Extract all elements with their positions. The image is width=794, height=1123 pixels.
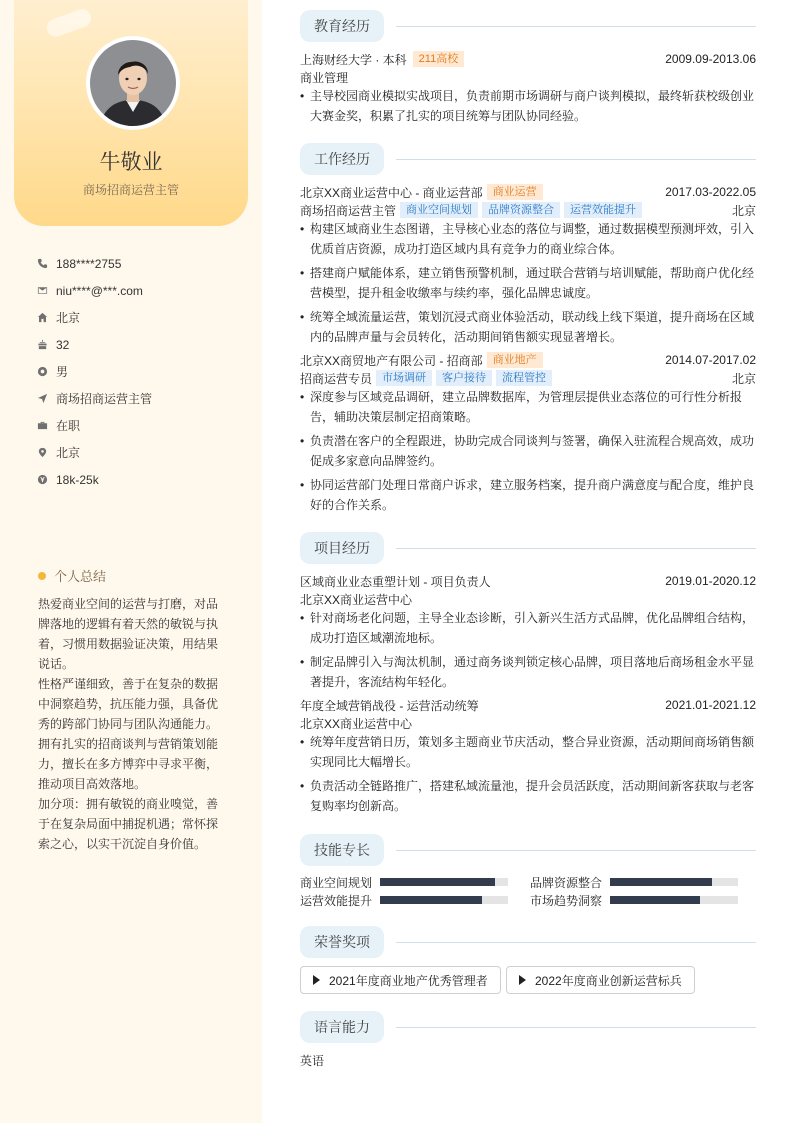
section-heading-education: [300, 10, 756, 42]
project-period: 2021.01-2021.12: [665, 698, 756, 712]
skill-bar-fill: [380, 878, 495, 886]
section-divider: [396, 548, 756, 549]
award-text: 2021年度商业地产优秀管理者: [329, 973, 488, 988]
job-industry-tag: 商业运营: [487, 184, 543, 200]
project-bullet: • 针对商场老化问题，主导全业态诊断，引入新兴生活方式品牌，优化品牌组合结构，成功打造区域潮流地标。: [300, 608, 756, 648]
section-divider: [396, 1027, 756, 1028]
contact-text: 32: [56, 337, 70, 352]
job-company: 北京XX商贸地产有限公司 - 招商部: [300, 353, 483, 368]
section-heading-work: [300, 143, 756, 175]
project-org: 北京XX商业运营中心: [300, 592, 413, 607]
phone-icon: [36, 258, 48, 270]
project-period: 2019.01-2020.12: [665, 574, 756, 588]
send-icon: [36, 393, 48, 405]
contact-list: [36, 250, 236, 493]
decorative-blob: [44, 7, 93, 40]
award-item: [300, 966, 501, 994]
language-item: 英语: [300, 1053, 325, 1068]
section-divider: [396, 159, 756, 160]
skill-bar-fill: [610, 896, 700, 904]
job-city: 北京: [731, 203, 756, 218]
project-org-row: [300, 714, 756, 732]
contact-text: 北京: [56, 311, 81, 325]
award-item: [506, 966, 695, 994]
section-title: 荣誉奖项: [300, 926, 384, 958]
skill-name: 商业空间规划: [300, 875, 373, 890]
job-bullet: • 搭建商户赋能体系，建立销售预警机制，通过联合营销与培训赋能，帮助商户优化经营模型，提升租金收缴率与续约率，强化品牌忠诚度。: [300, 263, 756, 303]
project-name: 区域商业业态重塑计划 - 项目负责人: [300, 574, 491, 589]
avatar: [86, 36, 180, 130]
sidebar: [0, 0, 262, 1123]
job-bullet: • 协同运营部门处理日常商户诉求，建立服务档案，提升商户满意度与配合度，维护良好的合作关系。: [300, 475, 756, 515]
skill-item: [300, 891, 508, 909]
job-bullet: • 构建区域商业生态图谱，主导核心业态的落位与调整，通过数据模型预测坪效，引入优质首店资源，成功打造区域内具有竞争力的商业综合体。: [300, 219, 756, 259]
project-org: 北京XX商业运营中心: [300, 716, 413, 731]
contact-text: 男: [56, 365, 69, 379]
contact-text: 北京: [56, 446, 81, 460]
section-heading-skills: [300, 834, 756, 866]
summary-text: [38, 594, 220, 854]
summary-paragraph: 加分项：拥有敏锐的商业嗅觉，善于在复杂局面中捕捉机遇；常怀探索之心，以实干沉淀自身价值。: [38, 797, 219, 851]
contact-home: [36, 304, 236, 331]
contact-text: 188****2755: [56, 256, 122, 271]
job-bullet: • 深度参与区域竞品调研，建立品牌数据库，为管理层提供业态落位的可行性分析报告，辅助决策层制定招商策略。: [300, 387, 756, 427]
location-pin-icon: [36, 447, 48, 459]
candidate-name: 牛敬业: [99, 151, 163, 174]
project-name: 年度全域营销战役 - 运营活动统筹: [300, 698, 479, 713]
job-position-row: [300, 201, 756, 219]
summary-paragraph: 热爱商业空间的运营与打磨，对品牌落地的逻辑有着天然的敏锐与执着，习惯用数据验证决策，用结果说话。: [38, 597, 219, 671]
profile-header: [14, 0, 248, 226]
skill-item: [300, 873, 508, 891]
skill-bar: [380, 896, 508, 904]
project-bullet: • 负责活动全链路推广，搭建私域流量池，提升会员活跃度，活动期间新客获取与老客复购率均创新高。: [300, 776, 756, 816]
home-icon: [36, 312, 48, 324]
triangle-icon: [313, 975, 320, 985]
job-bullet: • 统筹全域流量运营，策划沉浸式商业体验活动，联动线上线下渠道，提升商场在区域内的品牌声量与会员转化，活动期间销售额实现显著增长。: [300, 307, 756, 347]
candidate-title: 商场招商运营主管: [82, 183, 179, 197]
dot-icon: [38, 572, 46, 580]
contact-text: 在职: [56, 419, 81, 433]
section-title: 技能专长: [300, 834, 384, 866]
skill-bar: [610, 896, 738, 904]
job-skill-tag: 商业空间规划: [400, 202, 478, 218]
contact-salary: [36, 466, 236, 493]
section-divider: [396, 850, 756, 851]
triangle-icon: [519, 975, 526, 985]
briefcase-icon: [36, 420, 48, 432]
job-header: [300, 351, 756, 369]
school-name: 上海财经大学 · 本科: [300, 52, 407, 67]
section-title: 教育经历: [300, 10, 384, 42]
job-period: 2014.07-2017.02: [665, 353, 756, 367]
skill-name: 品牌资源整合: [530, 875, 603, 890]
section-divider: [396, 942, 756, 943]
school-tag: 211高校: [413, 51, 465, 67]
section-divider: [396, 26, 756, 27]
job-position-row: [300, 369, 756, 387]
skill-bar-fill: [610, 878, 712, 886]
education-header: [300, 50, 756, 68]
skill-name: 市场趋势洞察: [530, 893, 603, 908]
project-bullet: • 统筹年度营销日历，策划多主题商业节庆活动，整合异业资源，活动期间商场销售额实现同比大幅增长。: [300, 732, 756, 772]
language-row: [300, 1051, 756, 1069]
skill-item: [530, 873, 738, 891]
section-title: 语言能力: [300, 1011, 384, 1043]
contact-email: [36, 277, 236, 304]
job-skill-tag: 流程管控: [496, 370, 552, 386]
job-period: 2017.03-2022.05: [665, 185, 756, 199]
project-bullet: • 制定品牌引入与淘汰机制，通过商务谈判锁定核心品牌，项目落地后商场租金水平显著提升，客流结构年轻化。: [300, 652, 756, 692]
job-company: 北京XX商业运营中心 - 商业运营部: [300, 185, 483, 200]
cake-icon: [36, 339, 48, 351]
skill-name: 运营效能提升: [300, 893, 373, 908]
contact-gender: [36, 358, 236, 385]
job-position: 招商运营专员: [300, 371, 373, 386]
contact-target-position: [36, 385, 236, 412]
contact-location: [36, 439, 236, 466]
section-heading-languages: [300, 1011, 756, 1043]
summary-heading: [38, 566, 106, 585]
job-skill-tag: 品牌资源整合: [482, 202, 560, 218]
skill-bar: [380, 878, 508, 886]
summary-title: 个人总结: [54, 569, 107, 584]
contact-text: 18k-25k: [56, 472, 99, 487]
job-skill-tag: 客户接待: [436, 370, 492, 386]
summary-paragraph: 拥有扎实的招商谈判与营销策划能力，擅长在多方博弈中寻求平衡，推动项目高效落地。: [38, 737, 219, 791]
job-skill-tag: 市场调研: [376, 370, 432, 386]
section-title: 项目经历: [300, 532, 384, 564]
salary-icon: [36, 474, 48, 486]
gender-icon: [36, 366, 48, 378]
contact-phone: [36, 250, 236, 277]
project-org-row: [300, 590, 756, 608]
summary-paragraph: 性格严谨细致，善于在复杂的数据中洞察趋势，抗压能力强，具备优秀的跨部门协同与团队沟通能力。: [38, 677, 219, 731]
contact-status: [36, 412, 236, 439]
avatar-photo: [90, 40, 176, 126]
project-header: [300, 572, 756, 590]
job-header: [300, 183, 756, 201]
education-period: 2009.09-2013.06: [665, 52, 756, 66]
job-city: 北京: [731, 371, 756, 386]
skill-bar-fill: [380, 896, 482, 904]
education-major-row: [300, 68, 756, 86]
job-bullet: • 负责潜在客户的全程跟进，协助完成合同谈判与签署，确保入驻流程合规高效，成功促成多家意向品牌签约。: [300, 431, 756, 471]
skill-item: [530, 891, 738, 909]
education-major: 商业管理: [300, 70, 349, 85]
contact-age: [36, 331, 236, 358]
job-industry-tag: 商业地产: [487, 352, 543, 368]
contact-text: niu****@***.com: [56, 283, 143, 298]
job-skill-tag: 运营效能提升: [564, 202, 642, 218]
section-title: 工作经历: [300, 143, 384, 175]
job-position: 商场招商运营主管: [300, 203, 397, 218]
project-header: [300, 696, 756, 714]
skill-bar: [610, 878, 738, 886]
section-heading-projects: [300, 532, 756, 564]
award-text: 2022年度商业创新运营标兵: [535, 973, 682, 988]
education-bullet: • 主导校园商业模拟实战项目，负责前期市场调研与商户谈判模拟，最终斩获校级创业大赛金奖，积累了扎实的项目统筹与团队协同经验。: [300, 86, 756, 126]
contact-text: 商场招商运营主管: [56, 392, 153, 406]
section-heading-awards: [300, 926, 756, 958]
mail-icon: [36, 285, 48, 297]
